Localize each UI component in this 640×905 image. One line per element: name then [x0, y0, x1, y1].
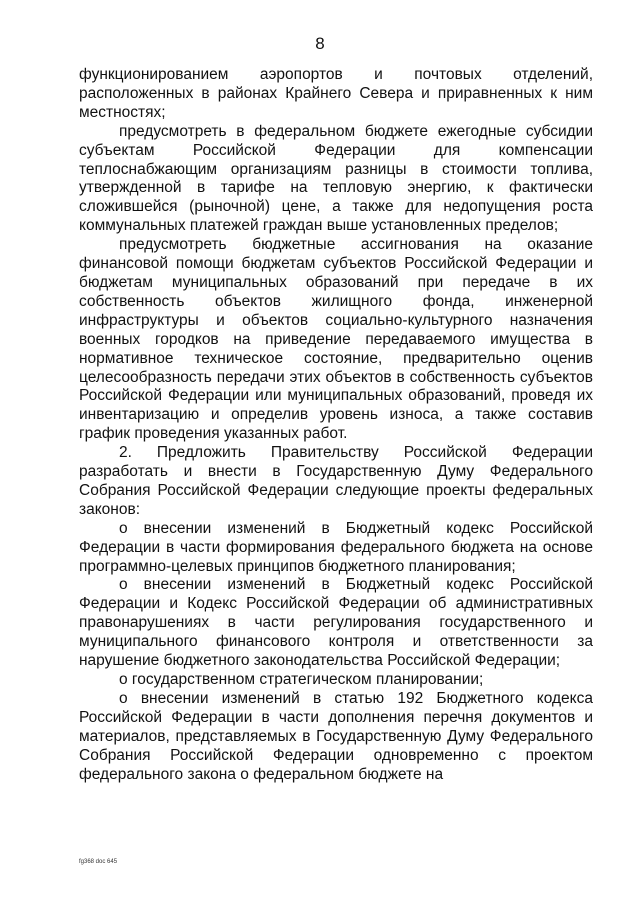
paragraph-1: функционированием аэропортов и почтовых отделений, расположенных в районах Крайнего Севера и приравненных к ним местностях;: [79, 66, 593, 121]
paragraph-2: предусмотреть в федеральном бюджете ежегодные субсидии субъектам Российской Федерации для компенсации теплоснабжающим организациям разницы в стоимости топлива, утвержденной в тарифе на тепловую энергию, к фактически сложившейся (рыночной) цене, а также для недопущения роста коммунальных платежей граждан выше установленных пределов;: [79, 122, 593, 235]
paragraph-6: о внесении изменений в Бюджетный кодекс Российской Федерации и Кодекс Российской Федерации об административных правонарушениях в части регулирования государственного и муниципального финансового контроля и ответственности за нарушение бюджетного законодательства Российской Федерации;: [79, 576, 593, 670]
document-body: [79, 66, 593, 784]
page-number: 8: [315, 34, 325, 53]
paragraph-5: о внесении изменений в Бюджетный кодекс Российской Федерации в части формирования федерального бюджета на основе программно-целевых принципов бюджетного планирования;: [79, 519, 593, 575]
footer-filename: fg368 doc 645: [79, 859, 118, 865]
paragraph-7: о государственном стратегическом планировании;: [119, 671, 484, 688]
paragraph-4: 2. Предложить Правительству Российской Федерации разработать и внести в Государственную Думу Федерального Собрания Российской Федерации следующие проекты федеральных законов:: [79, 444, 593, 518]
paragraph-8: о внесении изменений в статью 192 Бюджетного кодекса Российской Федерации в части дополнения перечня документов и материалов, представляемых в Государственную Думу Федерального Собрания Российской Федерации одновременно с проектом федерального закона о федеральном бюджете на: [79, 689, 593, 783]
paragraph-3: предусмотреть бюджетные ассигнования на оказание финансовой помощи бюджетам субъектов Российской Федерации и бюджетам муниципальных образований при передаче в их собственность объектов жилищного фонда, инженерной инфраструктуры и объектов социально-культурного назначения военных городков на приведение передаваемого имущества в нормативное техническое состояние, предварительно оценив целесообразность передачи этих объектов в собственность субъектов Российской Федерации или муниципальных образований, проведя их инвентаризацию и определив уровень износа, а также составив график проведения указанных работ.: [79, 236, 593, 443]
